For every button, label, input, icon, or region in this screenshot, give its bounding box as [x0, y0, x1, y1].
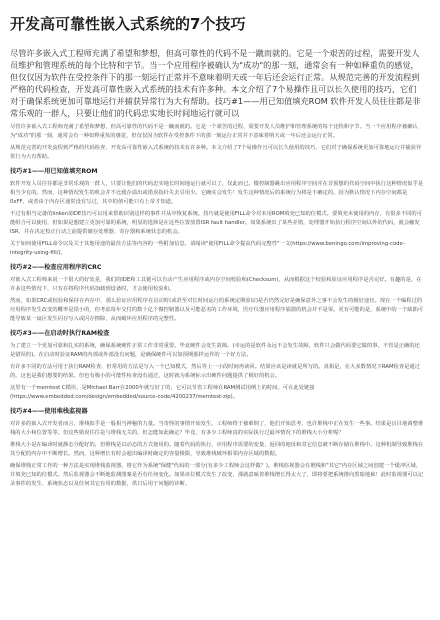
- section-heading: 技巧#4——使用堆栈监视器: [10, 408, 88, 415]
- body-paragraph: 关于如何使用FILL命令以及关于其他用途的最佳方法等内容的一些附加信息，请阅读"使用FILL命令提高代码完整性"一文(https://www.beningo.com/improving-code-integrity-using-fill/)。: [10, 241, 405, 256]
- article-body: [10, 123, 424, 489]
- body-paragraph: 对许多的嵌入式开发者而言，堆栈似乎是一股相当神秘的力量。当奇怪的事情开始发生，工程师终于被难倒了，他们开始思考，也许堆栈中正在发生一些事。结果是盲目地调整堆栈的大小和位置等等。但这些错误往往是与堆栈无关的，但怎能如此确定？毕竟，有多少工程师真的实际执行过最坏情况下的堆栈大小分析呢？: [10, 421, 424, 436]
- body-paragraph: 确保堆栈正常工作的一种方法是实现堆栈监视器，将它作为系统"保健"代码的一部分(有多少工程师会这样做？)。堆栈监视器会在堆栈和"其它"内存区域之间创建一个缓冲区域，并填充已知的位模式。然后监视器会不断地监测图案是否有任何变化。如果该位模式发生了改变，那就意味着堆栈增长得太大了，即将要把系统推向黑暗地狱！此时监视器可以记录事件的发生、系统状态以及任何其它有用的数据，供日后用于问题的诊断。: [10, 463, 424, 487]
- section-heading: 技巧#1——用已知值填充ROM: [10, 168, 98, 175]
- intro-paragraph: 尽管许多嵌入式工程师充满了希望和梦想，但高可靠性的代码不是一蹴而就的。它是一个艰苦的过程，需要开发人员维护和管理系统的每个比特和字节。当一个应用程序被确认为"成功"的那一刻，通常会有一种如释重负的感觉，但仅仅因为软件在受控条件下的那一刻运行正常并不意味着明天或一年后还会运行正常。从规范完善的开发流程到严格的代码检查，开发高可靠性嵌入式系统的技术有许多种。本文介绍了7个易操作且可以长久使用的技巧，它们对于确保系统更加可靠地运行并捕获异常行为大有帮助。技巧#1——用已知值填充ROM 软件开发人员往往都是非常乐观的一群人，只要让他们的代码忠实地长时间地运行就可以: [10, 48, 421, 118]
- section-heading: 技巧#3——在启动时执行RAM检查: [10, 330, 110, 337]
- body-paragraph: 为了建立一个更加可靠和扎实的系统，确保系统硬件正常工作非常重要。毕竟硬件会发生故障。(幸运的是软件永远不会发生故障，软件只会做代码要它做的事，不管是正确的还是错误的)。在启动时验证RAM的内部或外部没有问题，是确保硬件可以如预期那样运作的一个好方法。: [10, 343, 420, 358]
- document-title: 开发高可靠性嵌入式系统的7个技巧: [10, 15, 246, 33]
- body-paragraph: 软件开发人员往往都是非常乐观的一群人，只要让他们的代码忠实地长时间地运行就可以了，仅此而已。微控制器跳出应用程序空间并在非预想的代码空间中执行这种情况似乎是相当少有的。然而，这种情况发生的机会并不比缓存溢出或错误指针失去引用少。它确实会发生！发生这种情况后的系统行为将是不确定的，因为默认情况下内存空间都是0xFF，或者由于内存区通常没有写过，其中的值可能只有上帝才知道。: [10, 181, 424, 205]
- intro-section: [10, 47, 424, 119]
- body-paragraph: 对嵌入式工程师来说一个很大的好处是，我们的IDE和工具链可以自动产生应用程序或内存空间校验和(Checksum)，从而根据这个校验和验证应用程序是否完好。有趣的是，在许多这些情况下，只有在将程序代码加载到设备时，才会使用校验和。: [10, 277, 422, 292]
- body-paragraph: 这里有一个memtest C模块，是Michael Barr在2000年就写好了的，它可以节省工程师在RAM测试用例上的时间。可在此处链接(https://www.embedded.com/design/embedded/source-code/4200237/memtest-zip)。: [10, 385, 315, 400]
- body-paragraph: 有许多不同的方法可用于执行RAM检查，但常用的方法是写入一个已知模式，然后等上一小段时间再读回。结果应该是读就是所写的。真相是，在大多数情况下RAM检查是通过的，这也是我们想要的结果。但也有极小的可能性检查没有通过，这时就为系统标示出硬件问题提供了极好的机会。: [10, 364, 420, 379]
- body-paragraph: 尽管许多嵌入式工程师充满了希望和梦想，但高可靠性的代码不是一蹴而就的。它是一个艰苦的过程，需要开发人员维护和管理系统的每个比特和字节。当一个应用程序被确认为"成功"的那一刻，通常会有一种如释重负的感觉，但仅仅因为软件在受控条件下的那一刻运行正常并不意味着明天或一年后还会运行正常。: [10, 124, 418, 139]
- body-paragraph: 然而，如果CRC或校验和保持在内存中，那么验证应用程序在启动时(或甚至对长时间运行的系统定期验证)是否仍然完好是确保意外之事不会发生的极好途径。现在一个编程过的应用程序发生改变的概率是很小的，但考虑每年交付的数十亿个微控制器以及可能恶劣的工作环境，医疗仪器应用程序崩溃的机会并不是零。更有可能的是，系统中的一个缺陷可能导致某一扇区发生闪存写入或闪存擦除，从而破坏应用程序的完整性。: [10, 298, 424, 322]
- body-paragraph: 堆栈大小是在编译时就静态分配好的，但堆栈是以动态的方式使用的。随着代码的执行，应用程序需要的变量，返回的地址和其它信息被不断存储在堆栈中。这种机制导致堆栈在其分配的内存中不断增长。然而，这种增长有时会超出编译时确定的容量极限，导致堆栈破坏相邻内存区域的数据。: [10, 442, 424, 457]
- section-heading: 技巧#2——检查应用程序的CRC: [10, 264, 102, 271]
- body-paragraph: 从规范完善的开发流程到严格的代码检查，开发高可靠性嵌入式系统的技术有许多种。本文介绍了7个易操作且可以长久使用的技巧，它们对于确保系统更加可靠地运行并捕获异常行为大有帮助。: [10, 145, 422, 160]
- body-paragraph: 不过有相当完备的linker或IDE技巧可以用来帮助识别这样的事件并从中恢复系统。技巧就是使用FILL命令对未用ROM填充已知的位模式。要填充未使用的内存，有很多不同的可能组合可以使用，但如果是想建立更加可靠的系统，明显的选择是在这些位置放置ISR fault handler。如果系统出了某些差错，处理器开始执行程序空间以外的代码，就会触发ISR，并在决定校正行动之前提供储存处理器、寄存器和系统状态的机会。: [10, 211, 423, 235]
